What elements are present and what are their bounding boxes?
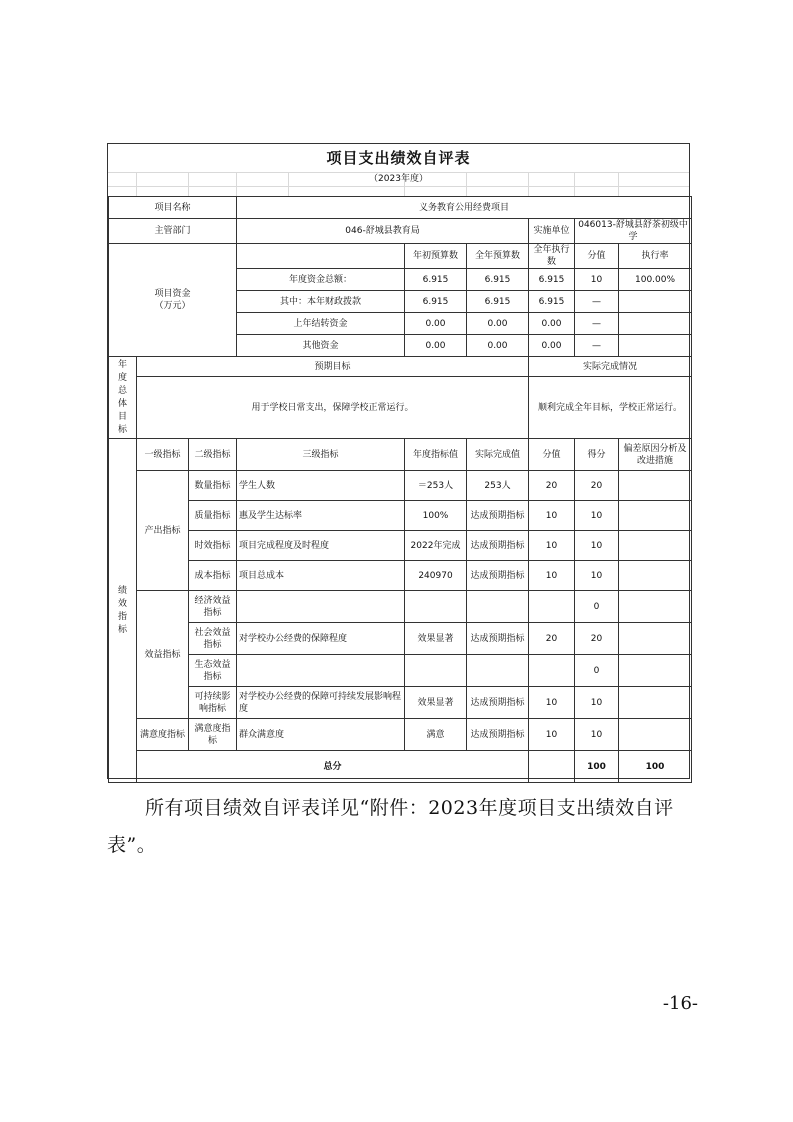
level2-indicator: 满意度指标 — [189, 719, 237, 751]
project-name-value: 义务教育公用经费项目 — [237, 197, 692, 219]
funds-row-name: 其中：本年财政拨款 — [237, 291, 405, 313]
expected-goal-text: 用于学校日常支出，保障学校正常运行。 — [137, 377, 529, 439]
table-row — [109, 591, 692, 623]
level2-indicator: 可持续影响指标 — [189, 687, 237, 719]
indicator-header: 偏差原因分析及改进措施 — [619, 439, 692, 471]
deviation-note — [619, 687, 692, 719]
goals-label-char: 度 — [117, 372, 127, 383]
indicator-header: 实际完成值 — [467, 439, 529, 471]
level3-indicator: 对学校办公经费的保障可持续发展影响程度 — [237, 687, 405, 719]
actual-value: 达成预期指标 — [467, 561, 529, 591]
actual-value: 达成预期指标 — [467, 687, 529, 719]
funds-header: 全年执行数 — [529, 244, 575, 269]
indicator-header: 二级指标 — [189, 439, 237, 471]
goals-label-char: 年 — [117, 359, 127, 370]
got-value: 10 — [575, 687, 619, 719]
funds-header: 年初预算数 — [405, 244, 467, 269]
goals-label-char: 体 — [117, 398, 127, 409]
deviation-note — [619, 719, 692, 751]
funds-cell: 0.00 — [405, 335, 467, 357]
page-number: -16- — [662, 993, 698, 1014]
level2-indicator: 生态效益指标 — [189, 655, 237, 687]
target-value — [405, 591, 467, 623]
level1-indicator: 效益指标 — [137, 591, 189, 719]
target-value: 100% — [405, 501, 467, 531]
performance-evaluation-sheet — [107, 143, 690, 779]
funds-cell: 0.00 — [467, 313, 529, 335]
funds-cell: — — [575, 313, 619, 335]
funds-cell: 6.915 — [529, 269, 575, 291]
target-value: 效果显著 — [405, 623, 467, 655]
level3-indicator: 项目总成本 — [237, 561, 405, 591]
score-value — [529, 655, 575, 687]
funds-header: 分值 — [575, 244, 619, 269]
funds-label-line1: 项目资金 — [154, 289, 191, 299]
score-value: 10 — [529, 501, 575, 531]
funds-cell: 0.00 — [529, 335, 575, 357]
level3-indicator: 学生人数 — [237, 471, 405, 501]
total-blank — [529, 751, 575, 783]
funds-cell: 10 — [575, 269, 619, 291]
score-value: 10 — [529, 561, 575, 591]
table-row — [109, 623, 692, 655]
level1-indicator: 满意度指标 — [137, 719, 189, 751]
actual-value — [467, 655, 529, 687]
evaluation-table — [108, 196, 692, 783]
got-value: 20 — [575, 623, 619, 655]
funds-cell: 0.00 — [467, 335, 529, 357]
funds-cell: — — [575, 335, 619, 357]
level3-indicator: 惠及学生达标率 — [237, 501, 405, 531]
got-value: 10 — [575, 561, 619, 591]
target-value: ＝253人 — [405, 471, 467, 501]
deviation-note — [619, 471, 692, 501]
funds-cell — [619, 335, 692, 357]
goals-label — [109, 357, 137, 439]
actual-value: 达成预期指标 — [467, 501, 529, 531]
table-row — [109, 687, 692, 719]
dept-value: 046-舒城县教育局 — [237, 219, 529, 244]
indicator-header: 得分 — [575, 439, 619, 471]
level3-indicator — [237, 591, 405, 623]
deviation-note — [619, 591, 692, 623]
total-score: 100 — [575, 751, 619, 783]
level2-indicator: 社会效益指标 — [189, 623, 237, 655]
score-value: 10 — [529, 719, 575, 751]
actual-value: 达成预期指标 — [467, 531, 529, 561]
funds-label — [109, 244, 237, 357]
level3-indicator — [237, 655, 405, 687]
funds-cell: 0.00 — [405, 313, 467, 335]
got-value: 0 — [575, 591, 619, 623]
indicators-label — [109, 439, 137, 783]
level2-indicator: 数量指标 — [189, 471, 237, 501]
table-year: （2023年度） — [369, 174, 428, 184]
target-value: 2022年完成 — [405, 531, 467, 561]
goals-label-char: 总 — [117, 385, 127, 396]
level2-indicator: 时效指标 — [189, 531, 237, 561]
funds-cell: — — [575, 291, 619, 313]
actual-value: 253人 — [467, 471, 529, 501]
target-value: 满意 — [405, 719, 467, 751]
level2-indicator: 质量指标 — [189, 501, 237, 531]
body-paragraph: 所有项目绩效自评表详见“附件：2023年度项目支出绩效自评表”。 — [107, 797, 674, 856]
indicator-header: 年度指标值 — [405, 439, 467, 471]
table-row — [109, 531, 692, 561]
target-value: 240970 — [405, 561, 467, 591]
indicators-label-char: 效 — [117, 598, 127, 609]
score-value: 10 — [529, 531, 575, 561]
table-row — [109, 561, 692, 591]
level3-indicator: 群众满意度 — [237, 719, 405, 751]
funds-cell: 6.915 — [467, 291, 529, 313]
level2-indicator: 经济效益指标 — [189, 591, 237, 623]
level1-indicator: 产出指标 — [137, 471, 189, 591]
level3-indicator: 项目完成程度及时程度 — [237, 531, 405, 561]
deviation-note — [619, 623, 692, 655]
funds-row-name: 其他资金 — [237, 335, 405, 357]
score-value: 20 — [529, 623, 575, 655]
impl-value: 046013-舒城县舒茶初级中学 — [575, 219, 692, 244]
indicators-label-char: 绩 — [117, 585, 127, 596]
score-value: 20 — [529, 471, 575, 501]
funds-cell: 100.00% — [619, 269, 692, 291]
got-value: 20 — [575, 471, 619, 501]
deviation-note — [619, 501, 692, 531]
deviation-note — [619, 561, 692, 591]
indicator-header: 三级指标 — [237, 439, 405, 471]
funds-label-line2: （万元） — [154, 301, 191, 311]
got-value: 10 — [575, 719, 619, 751]
funds-cell: 0.00 — [529, 313, 575, 335]
project-name-label: 项目名称 — [109, 197, 237, 219]
score-value — [529, 591, 575, 623]
table-title: 项目支出绩效自评表 — [326, 149, 471, 167]
level2-indicator: 成本指标 — [189, 561, 237, 591]
got-value: 0 — [575, 655, 619, 687]
expected-goal-header: 预期目标 — [137, 357, 529, 377]
indicator-header: 一级指标 — [137, 439, 189, 471]
indicator-header: 分值 — [529, 439, 575, 471]
total-got: 100 — [619, 751, 692, 783]
funds-row-name: 上年结转资金 — [237, 313, 405, 335]
indicators-label-char: 指 — [117, 611, 127, 622]
goals-label-char: 目 — [117, 411, 127, 422]
actual-value — [467, 591, 529, 623]
funds-header: 执行率 — [619, 244, 692, 269]
actual-value: 达成预期指标 — [467, 623, 529, 655]
funds-cell: 6.915 — [405, 291, 467, 313]
funds-cell: 6.915 — [529, 291, 575, 313]
target-value — [405, 655, 467, 687]
impl-label: 实施单位 — [529, 219, 575, 244]
funds-header: 全年预算数 — [467, 244, 529, 269]
actual-goal-text: 顺利完成全年目标，学校正常运行。 — [529, 377, 692, 439]
funds-cell — [619, 291, 692, 313]
actual-goal-header: 实际完成情况 — [529, 357, 692, 377]
table-row — [109, 719, 692, 751]
funds-row-name: 年度资金总额： — [237, 269, 405, 291]
funds-header-blank — [237, 244, 405, 269]
score-value: 10 — [529, 687, 575, 719]
table-row — [109, 655, 692, 687]
table-row — [109, 501, 692, 531]
deviation-note — [619, 531, 692, 561]
goals-label-char: 标 — [117, 424, 127, 435]
total-label: 总分 — [137, 751, 529, 783]
got-value: 10 — [575, 531, 619, 561]
actual-value: 达成预期指标 — [467, 719, 529, 751]
got-value: 10 — [575, 501, 619, 531]
funds-cell: 6.915 — [467, 269, 529, 291]
table-row — [109, 471, 692, 501]
funds-cell: 6.915 — [405, 269, 467, 291]
indicators-label-char: 标 — [117, 624, 127, 635]
target-value: 效果显著 — [405, 687, 467, 719]
funds-cell — [619, 313, 692, 335]
deviation-note — [619, 655, 692, 687]
dept-label: 主管部门 — [109, 219, 237, 244]
level3-indicator: 对学校办公经费的保障程度 — [237, 623, 405, 655]
